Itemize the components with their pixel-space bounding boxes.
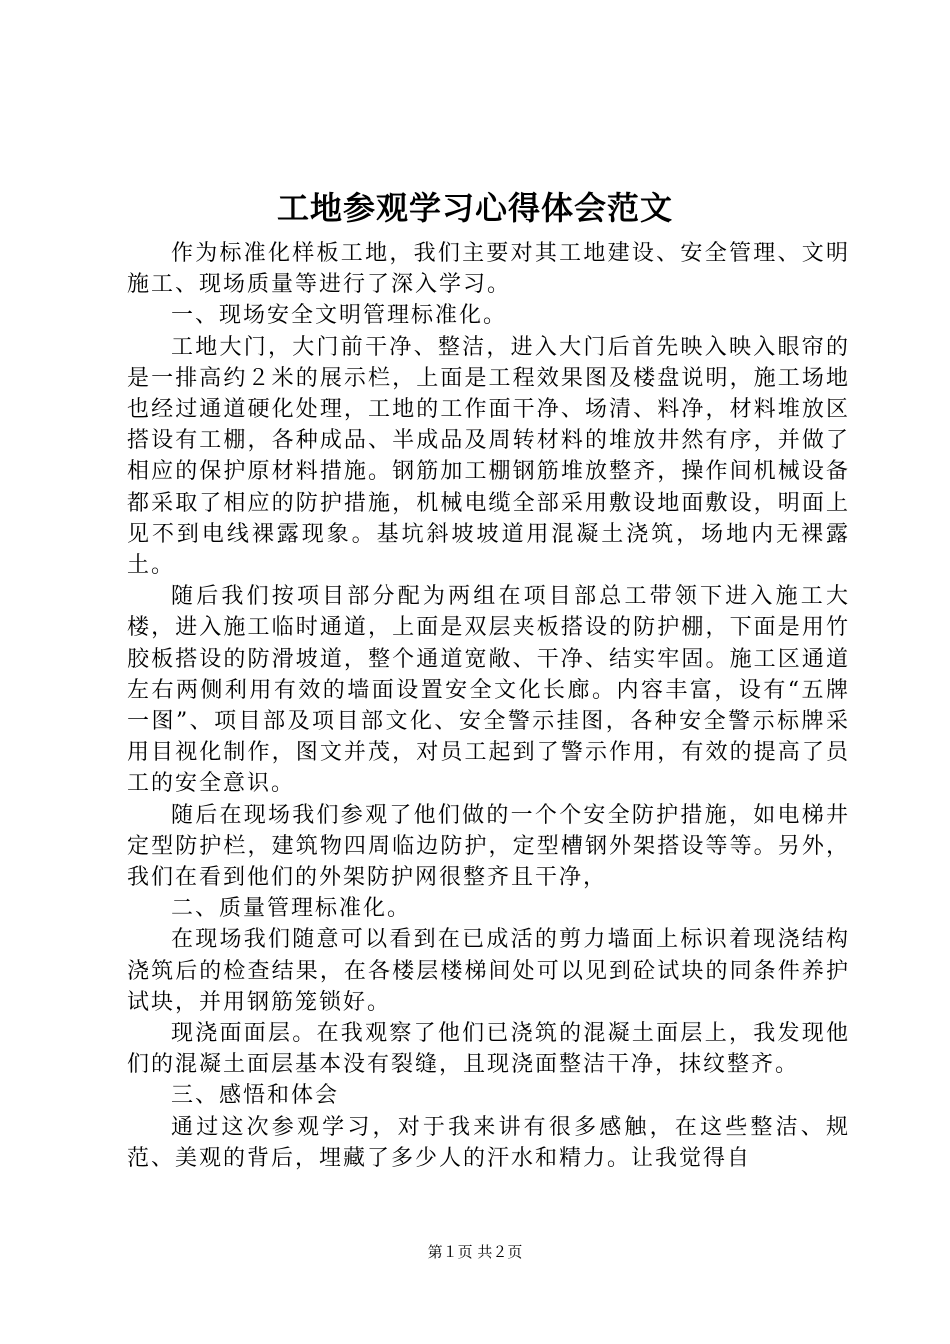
paragraph-protection: 随后在现场我们参观了他们做的一个个安全防护措施，如电梯井定型防护栏，建筑物四周临边防护，定型槽钢外架搭设等等。另外，我们在看到他们的外架防护网很整齐且干净， [127,802,850,891]
section-heading-2: 二、质量管理标准化。 [171,896,412,922]
paragraph-gate: 工地大门，大门前干净、整洁，进入大门后首先映入映入眼帘的是一排高约２米的展示栏，上面是工程效果图及楼盘说明，施工场地也经过通道硬化处理，工地的工作面干净、场清、料净，材料堆放区搭设有工棚，各种成品、半成品及周转材料的堆放井然有序，并做了相应的保护原材料措施。钢筋加工棚钢筋堆放整齐，操作间机械设备都采取了相应的防护措施，机械电缆全部采用敷设地面敷设，明面上见不到电线裸露现象。基坑斜坡坡道用混凝土浇筑，场地内无裸露土。 [127,334,850,579]
paragraph-reflection: 通过这次参观学习，对于我来讲有很多感触，在这些整洁、规范、美观的背后，埋藏了多少人的汗水和精力。让我觉得自 [127,1114,850,1171]
paragraph-intro: 作为标准化样板工地，我们主要对其工地建设、安全管理、文明施工、现场质量等进行了深入学习。 [127,241,850,298]
paragraph-quality-check: 在现场我们随意可以看到在已成活的剪力墙面上标识着现浇结构浇筑后的检查结果，在各楼层楼梯间处可以见到砼试块的同条件养护试块，并用钢筋笼锁好。 [127,927,850,1015]
document-title: 工地参观学习心得体会范文 [276,189,673,227]
section-heading-1: 一、现场安全文明管理标准化。 [171,303,508,329]
section-heading-3: 三、感悟和体会 [171,1083,340,1109]
page-number-footer: 第１页 共２页 [427,1243,523,1261]
document-body [127,238,850,1174]
paragraph-surface: 现浇面面层。在我观察了他们已浇筑的混凝土面层上，我发现他们的混凝土面层基本没有裂缝，且现浇面整洁干净，抹纹整齐。 [127,1021,850,1078]
paragraph-building: 随后我们按项目部分配为两组在项目部总工带领下进入施工大楼，进入施工临时通道，上面是双层夹板搭设的防护棚，下面是用竹胶板搭设的防滑坡道，整个通道宽敞、干净、结实牢固。施工区通道左右两侧利用有效的墙面设置安全文化长廊。内容丰富，设有“五牌一图”、项目部及项目部文化、安全警示挂图，各种安全警示标牌采用目视化制作，图文并茂，对员工起到了警示作用，有效的提高了员工的安全意识。 [127,584,850,797]
